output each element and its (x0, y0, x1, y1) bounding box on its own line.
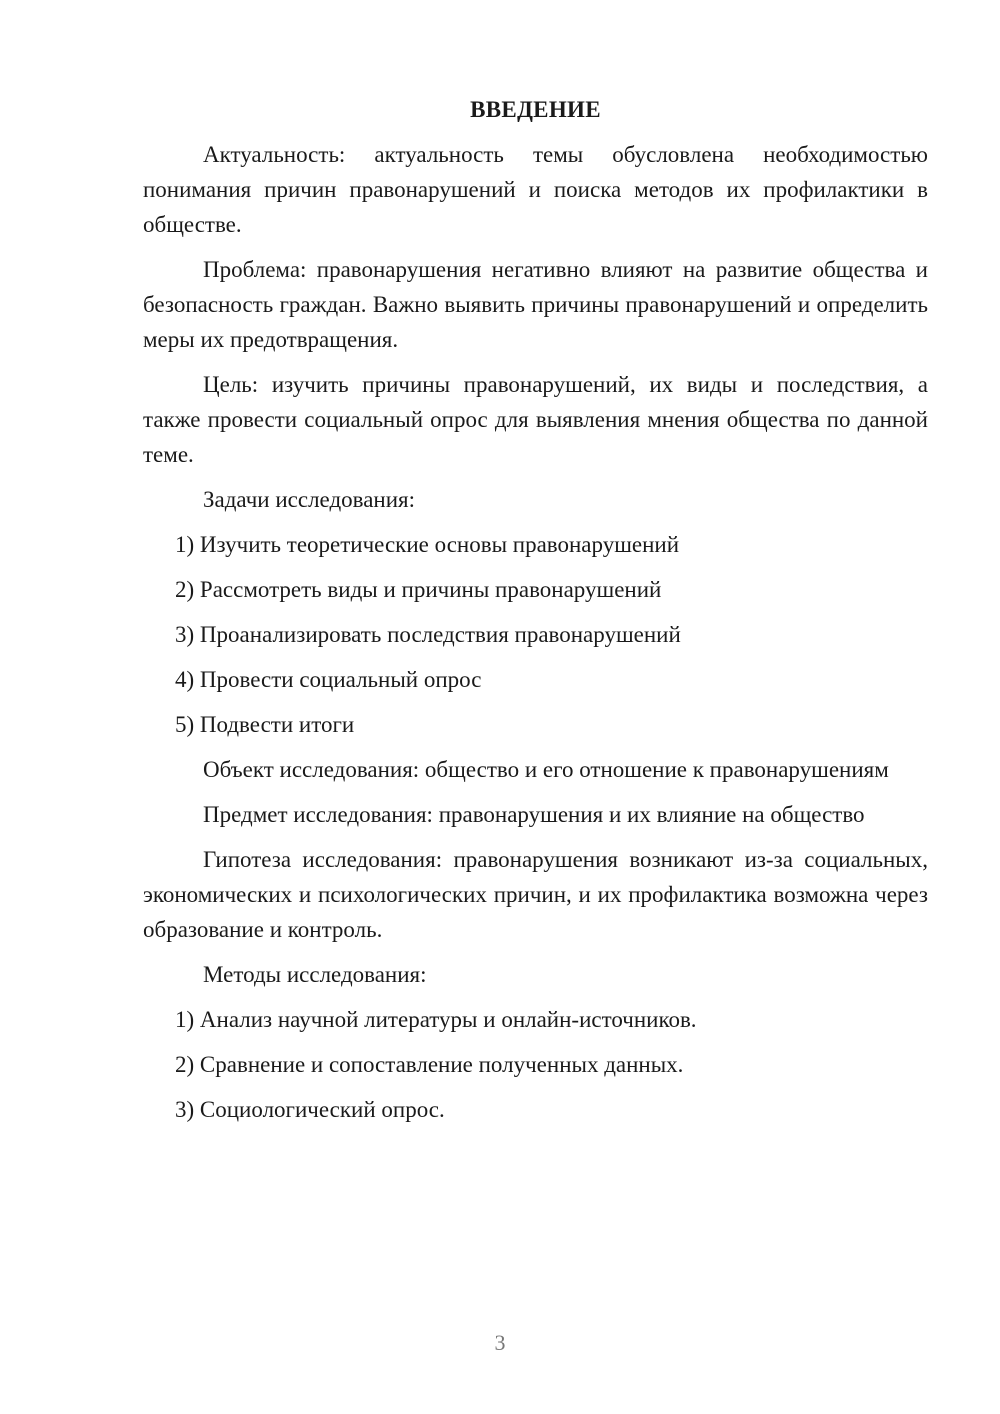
object-paragraph: Объект исследования: общество и его отношение к правонарушениям (203, 757, 889, 782)
hypothesis-paragraph: Гипотеза исследования: правонарушения возникают из-за социальных, экономических и психологических причин, и их профилактика возможна через образование и контроль. (143, 847, 928, 942)
methods-heading: Методы исследования: (203, 962, 427, 987)
method-item: 1) Анализ научной литературы и онлайн-источников. (175, 1007, 697, 1032)
subject-paragraph: Предмет исследования: правонарушения и их влияние на общество (203, 802, 865, 827)
method-item: 3) Социологический опрос. (175, 1097, 445, 1122)
relevance-paragraph: Актуальность: актуальность темы обусловлена необходимостью понимания причин правонарушений и поиска методов их профилактики в обществе. (143, 142, 928, 237)
task-item: 2) Рассмотреть виды и причины правонарушений (175, 577, 662, 602)
page-number: 3 (494, 1330, 506, 1355)
task-item: 1) Изучить теоретические основы правонарушений (175, 532, 680, 557)
goal-paragraph: Цель: изучить причины правонарушений, их виды и последствия, а также провести социальный опрос для выявления мнения общества по данной теме. (143, 372, 928, 467)
problem-paragraph: Проблема: правонарушения негативно влияют на развитие общества и безопасность граждан. Важно выявить причины правонарушений и определить меры их предотвращения. (143, 257, 928, 352)
method-item: 2) Сравнение и сопоставление полученных данных. (175, 1052, 684, 1077)
tasks-heading: Задачи исследования: (203, 487, 416, 512)
tasks-list (143, 527, 928, 742)
task-item: 4) Провести социальный опрос (175, 667, 482, 692)
methods-list (143, 1002, 928, 1127)
task-item: 5) Подвести итоги (175, 712, 355, 737)
task-item: 3) Проанализировать последствия правонарушений (175, 622, 681, 647)
page-content (143, 92, 928, 1137)
section-title: ВВЕДЕНИЕ (470, 97, 601, 122)
